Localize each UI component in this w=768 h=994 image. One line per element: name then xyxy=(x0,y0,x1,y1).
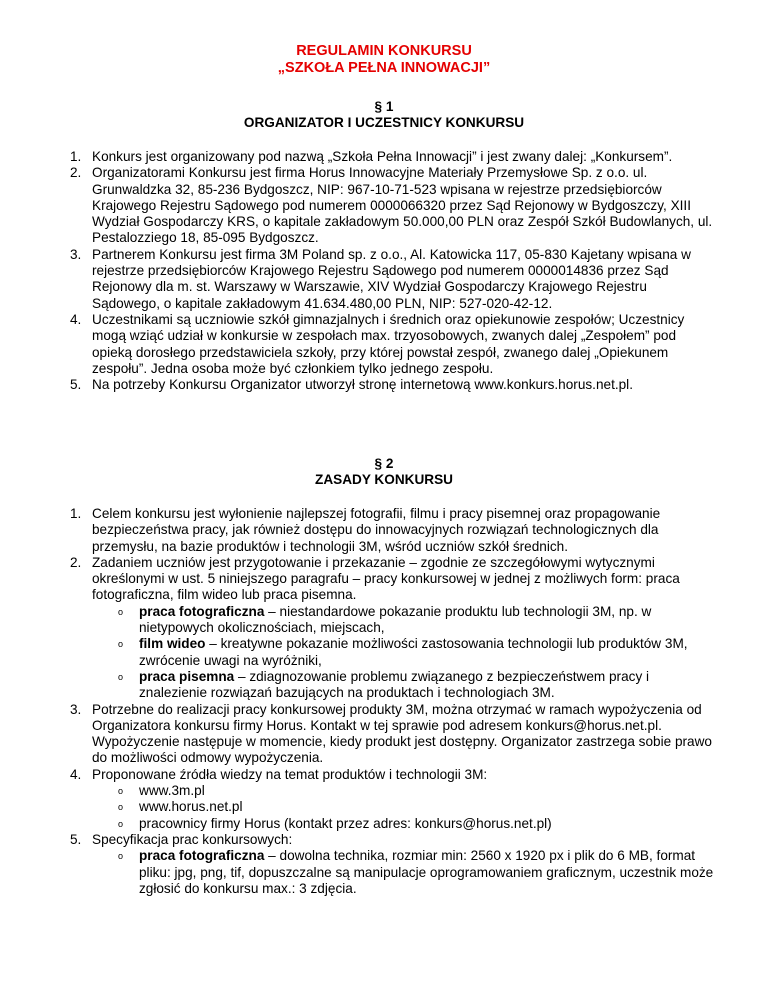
sub-list-item xyxy=(92,669,718,702)
list-item xyxy=(0,506,768,555)
item-number: 3. xyxy=(70,701,82,717)
item-text: Potrzebne do realizacji pracy konkursowej produkty 3M, można otrzymać w ramach wypożyczenia od Organizatora konkursu firmy Horus. Kontakt w tej sprawie pod adresem konkurs@horus.net.pl. Wypożyczenie następuje w momencie, kiedy produkt jest dostępny. Organizator zastrzega sobie prawo do możliwości odmowy wypożyczenia. xyxy=(92,701,712,766)
item-number: 1. xyxy=(70,506,82,521)
item-text: Specyfikacja prac konkursowych: xyxy=(92,831,293,847)
sub-list-item xyxy=(92,799,718,815)
sub-list xyxy=(92,848,718,897)
sub-text: – kreatywne pokazanie możliwości zastosowania technologii lub produktów 3M, zwrócenie uwagi na wyróżniki, xyxy=(139,636,688,668)
list-item xyxy=(0,767,768,832)
item-text: Zadaniem uczniów jest przygotowanie i przekazanie – zgodnie ze szczegółowymi wytycznymi określonymi w ust. 5 niniejszego paragrafu – pracy konkursowej w jednej z możliwych form: praca fotograficzna, film wideo lub praca pisemna. xyxy=(92,554,680,603)
item-number: 1. xyxy=(70,149,82,164)
sub-list xyxy=(92,783,718,832)
list-item xyxy=(0,312,768,377)
section-1-title: ORGANIZATOR I UCZESTNICY KONKURSU xyxy=(243,115,525,131)
item-number: 4. xyxy=(70,766,82,782)
item-number: 3. xyxy=(70,246,82,262)
term: praca pisemna xyxy=(139,668,235,684)
section-2-title: ZASADY KONKURSU xyxy=(315,472,453,488)
bullet-icon: o xyxy=(118,671,124,682)
sub-list-item xyxy=(92,783,718,799)
bullet-icon: o xyxy=(118,802,124,813)
title-line-1: REGULAMIN KONKURSU xyxy=(296,43,472,59)
sub-text: www.horus.net.pl xyxy=(139,799,243,815)
item-number: 5. xyxy=(70,831,82,847)
section-1-list xyxy=(0,149,768,393)
term: film wideo xyxy=(139,636,206,652)
item-number: 2. xyxy=(70,554,82,570)
section-1-number: § 1 xyxy=(374,99,394,114)
sub-list-item xyxy=(92,816,718,832)
bullet-icon: o xyxy=(118,639,124,650)
list-item xyxy=(0,555,768,702)
item-text: Konkurs jest organizowany pod nazwą „Szkoła Pełna Innowacji” i jest zwany dalej: „Konkursem”. xyxy=(92,149,673,164)
list-item xyxy=(0,377,768,393)
list-item xyxy=(0,247,768,312)
bullet-icon: o xyxy=(118,606,124,617)
section-2-number: § 2 xyxy=(374,456,394,471)
sub-text: – dowolna technika, rozmiar min: 2560 x 1920 px i plik do 6 MB, format pliku: jpg, png, tif, dopuszczalne są manipulacje oprogramowaniem graficznym, uczestnik może zgłosić do konkursu max.: 3 zdjęcia. xyxy=(139,848,714,896)
sub-list-item xyxy=(92,636,718,669)
term: praca fotograficzna xyxy=(139,848,265,864)
section-1-heading xyxy=(0,99,768,132)
item-text: Proponowane źródła wiedzy na temat produktów i technologii 3M: xyxy=(92,766,488,782)
bullet-icon: o xyxy=(118,818,124,829)
sub-text: www.3m.pl xyxy=(139,783,205,799)
sub-text: – zdiagnozowanie problemu związanego z bezpieczeństwem pracy i znalezienie rozwiązań bazujących na produktach i technologiach 3M. xyxy=(139,668,650,701)
list-item xyxy=(0,149,768,165)
bullet-icon: o xyxy=(118,851,124,862)
item-text: Celem konkursu jest wyłonienie najlepszej fotografii, filmu i pracy pisemnej oraz propagowanie bezpieczeństwa pracy, jak również dostępu do innowacyjnych rozwiązań technologicznych dla przemysłu, na bazie produktów i technologii 3M, wśród uczniów szkół średnich. xyxy=(92,506,661,554)
sub-list xyxy=(92,604,718,702)
item-text: Organizatorami Konkursu jest firma Horus Innowacyjne Materiały Przemysłowe Sp. z o.o. ul. Grunwaldzka 32, 85-236 Bydgoszcz, NIP: 967-10-71-523 wpisana w rejestrze przedsiębiorców Krajowego Rejestru Sądowego pod numerem 0000066320 przez Sąd Rejonowy w Bydgoszczy, XIII Wydział Gospodarczy KRS, o kapitale zakładowym 50.000,00 PLN oraz Zespół Szkół Budowlanych, ul. Pestalozziego 18, 85-095 Bydgoszcz. xyxy=(92,165,713,246)
document-title xyxy=(0,43,768,77)
list-item xyxy=(0,165,768,246)
sub-text: pracownicy firmy Horus (kontakt przez adres: konkurs@horus.net.pl) xyxy=(139,815,552,831)
section-2-list xyxy=(0,506,768,897)
bullet-icon: o xyxy=(118,786,124,797)
title-line-2: „SZKOŁA PEŁNA INNOWACJI” xyxy=(277,60,491,76)
section-2-heading xyxy=(0,456,768,489)
list-item xyxy=(0,702,768,767)
item-text: Partnerem Konkursu jest firma 3M Poland sp. z o.o., Al. Katowicka 117, 05-830 Kajetany wpisana w rejestrze przedsiębiorców Krajowego Rejestru Sądowego pod numerem 0000014836 przez Sąd Rejonowy dla m. st. Warszawy w Warszawie, XIV Wydział Gospodarczy Krajowego Rejestru Sądowego, o kapitale zakładowym 41.634.480,00 PLN, NIP: 527-020-42-12. xyxy=(92,246,691,311)
item-text: Uczestnikami są uczniowie szkół gimnazjalnych i średnich oraz opiekunowie zespołów; Uczestnicy mogą wziąć udział w konkursie w zespołach max. trzyosobowych, zwanych dalej „Zespołem” pod opieką dorosłego przedstawiciela szkoły, przy której powstał zespół, zwanego dalej „Opiekunem zespołu”. Jedna osoba może być członkiem tylko jednego zespołu. xyxy=(92,311,685,376)
item-number: 2. xyxy=(70,165,82,181)
sub-text: – niestandardowe pokazanie produktu lub technologii 3M, np. w nietypowych okolicznościach, miejscach, xyxy=(139,603,652,636)
list-item xyxy=(0,832,768,897)
term: praca fotograficzna xyxy=(139,603,265,619)
item-number: 5. xyxy=(70,377,82,393)
item-number: 4. xyxy=(70,311,82,327)
sub-list-item xyxy=(92,848,718,897)
sub-list-item xyxy=(92,604,718,637)
item-text: Na potrzeby Konkursu Organizator utworzył stronę internetową www.konkurs.horus.net.pl. xyxy=(92,377,633,393)
